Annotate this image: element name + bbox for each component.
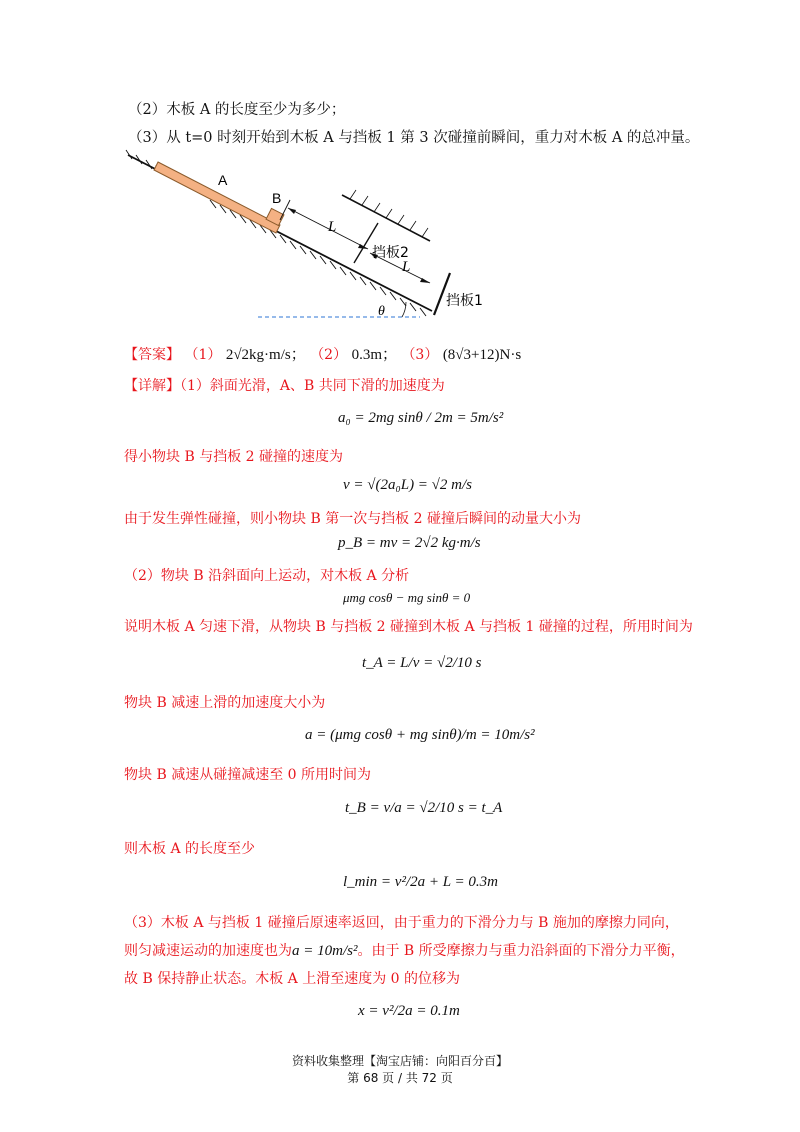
equation-2: v = √(2a₀L) = √2 m/s — [343, 477, 473, 493]
page-number: 第 68 页 / 共 72 页 — [347, 1071, 453, 1085]
angle-arc — [402, 302, 406, 317]
equation-3: p_B = mv = 2√2 kg·m/s — [338, 535, 481, 551]
solution-line-10 — [124, 940, 685, 960]
question-3: （3）从 t=0 时刻开始到木板 A 与挡板 1 第 3 次碰撞前瞬间，重力对木板 A 的总冲量。 — [128, 130, 700, 146]
solution-s2: 得小物块 B 与挡板 2 碰撞的速度为 — [124, 449, 343, 465]
answer-part2-num: （2） — [310, 347, 348, 363]
solution-s7: 物块 B 减速从碰撞减速至 0 所用时间为 — [124, 767, 371, 783]
answer-part3-num: （3） — [401, 347, 439, 363]
equation-8: l_min = v²/2a + L = 0.3m — [343, 874, 499, 890]
equation-9: x = v²/2a = 0.1m — [358, 1003, 460, 1019]
solution-s10-eq: a = 10m/s² — [292, 943, 358, 959]
answer-line — [124, 343, 521, 364]
solution-s1: （1）斜面光滑，A、B 共同下滑的加速度为 — [180, 378, 445, 394]
incline-figure — [120, 145, 520, 330]
solution-s9: （3）木板 A 与挡板 1 碰撞后原速率返回，由于重力的下滑分力与 B 施加的摩擦力同向， — [124, 915, 679, 931]
equation-7: t_B = v/a = √2/10 s = t_A — [345, 800, 503, 816]
label-l-1: L — [328, 219, 337, 235]
answer-part1-num: （1） — [184, 347, 222, 363]
solution-s4: （2）物块 B 沿斜面向上运动，对木板 A 分析 — [124, 568, 410, 584]
label-theta: θ — [378, 304, 385, 319]
label-a: A — [218, 172, 228, 188]
equation-4: μmg cosθ − mg sinθ = 0 — [343, 590, 471, 605]
solution-s8: 则木板 A 的长度至少 — [124, 841, 256, 857]
answer-part1: 2√2kg·m/s； — [225, 347, 306, 363]
solution-tag: 【详解】 — [124, 378, 180, 394]
equation-5: t_A = L/v = √2/10 s — [362, 655, 482, 671]
plate-2-hatched — [342, 190, 430, 241]
solution-s6: 物块 B 减速上滑的加速度大小为 — [124, 695, 326, 711]
equation-6: a = (μmg cosθ + mg sinθ)/m = 10m/s² — [305, 727, 535, 743]
solution-s5: 说明木板 A 匀速下滑，从物块 B 与挡板 2 碰撞到木板 A 与挡板 1 碰撞的过程，所用时间为 — [124, 619, 693, 635]
footer-source: 资料收集整理【淘宝店铺：向阳百分百】 — [291, 1054, 508, 1068]
equation-1: a₀ = 2mg sinθ / 2m = 5m/s² — [338, 410, 504, 426]
label-plate-2: 挡板2 — [372, 245, 409, 261]
label-plate-1: 挡板1 — [446, 293, 483, 309]
question-2: （2）木板 A 的长度至少为多少； — [128, 102, 346, 118]
answer-tag: 【答案】 — [124, 347, 180, 363]
solution-s10a: 则匀减速运动的加速度也为 — [124, 943, 292, 959]
answer-part2: 0.3m； — [351, 347, 397, 363]
label-b: B — [272, 190, 282, 206]
solution-s3: 由于发生弹性碰撞，则小物块 B 第一次与挡板 2 碰撞后瞬间的动量大小为 — [124, 511, 581, 527]
label-l-2: L — [402, 259, 411, 275]
solution-s10b: 。由于 B 所受摩擦力与重力沿斜面的下滑分力平衡， — [357, 943, 685, 959]
solution-s11: 故 B 保持静止状态。木板 A 上滑至速度为 0 的位移为 — [124, 971, 461, 987]
solution-line-1 — [124, 375, 445, 395]
plank-a — [154, 162, 280, 233]
answer-part3: (8√3+12)N·s — [442, 347, 522, 363]
